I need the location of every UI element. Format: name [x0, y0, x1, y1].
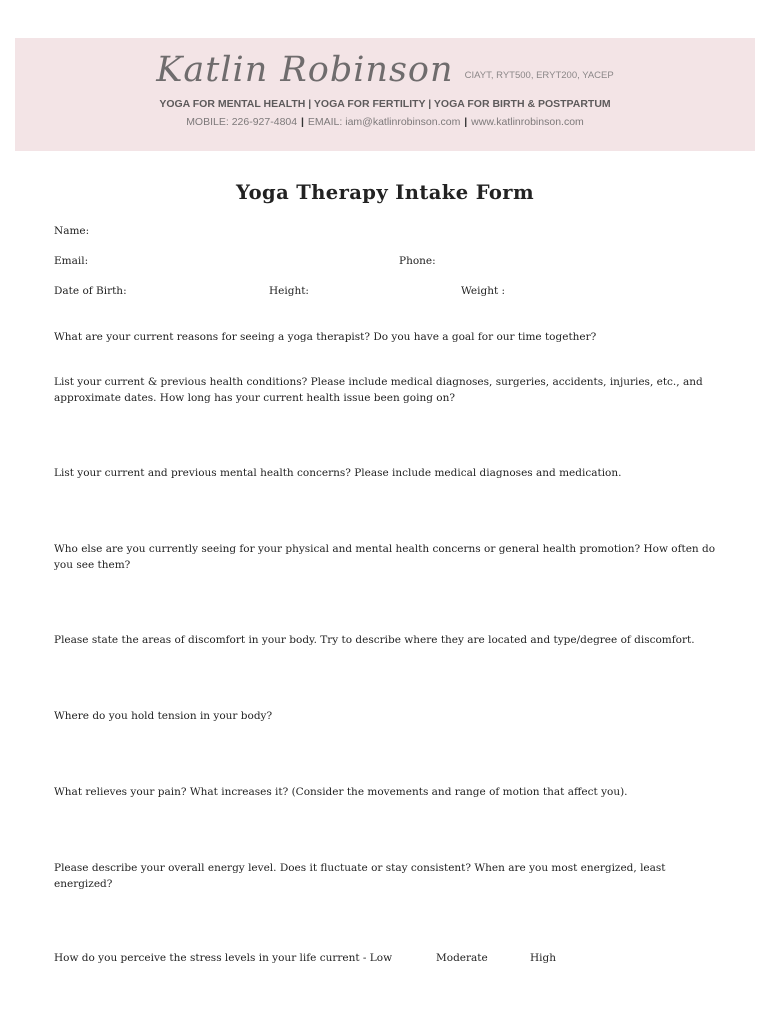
form-title: Yoga Therapy Intake Form: [236, 181, 534, 204]
stress-option-moderate: Moderate: [436, 952, 488, 964]
letterhead-banner: [15, 38, 755, 151]
weight-field-label: Weight :: [461, 285, 506, 297]
contact-website: www.katlinrobinson.com: [471, 116, 584, 128]
question-mental-health: List your current and previous mental health concerns? Please include medical diagnoses and medication.: [54, 467, 622, 479]
name-field-label: Name:: [54, 225, 90, 237]
question-tension: Where do you hold tension in your body?: [54, 710, 273, 722]
height-field-label: Height:: [269, 285, 309, 297]
brand-tagline: YOGA FOR MENTAL HEALTH | YOGA FOR FERTILITY | YOGA FOR BIRTH & POSTPARTUM: [159, 98, 611, 110]
question-health-conditions: List your current & previous health conditions? Please include medical diagnoses, surgeries, accidents, injuries, etc., and approximate dates. How long has your current health issue been going on?: [54, 376, 703, 404]
question-pain: What relieves your pain? What increases it? (Consider the movements and range of motion that affect you).: [54, 786, 628, 798]
question-discomfort: Please state the areas of discomfort in your body. Try to describe where they are located and type/degree of discomfort.: [54, 634, 695, 646]
contact-separator: |: [301, 116, 304, 128]
stress-option-high: High: [530, 952, 556, 964]
dob-field-label: Date of Birth:: [54, 285, 127, 297]
contact-separator: |: [464, 116, 468, 128]
question-reasons: What are your current reasons for seeing a yoga therapist? Do you have a goal for our time together?: [54, 331, 597, 343]
email-field-label: Email:: [54, 255, 89, 267]
question-energy: Please describe your overall energy level. Does it fluctuate or stay consistent? When are you most energized, least energized?: [54, 862, 666, 890]
contact-line: [15, 116, 755, 128]
brand-logo-name: Katlin Robinson: [156, 50, 454, 90]
question-other-providers: Who else are you currently seeing for your physical and mental health concerns or general health promotion? How often do you see them?: [54, 543, 716, 571]
phone-field-label: Phone:: [399, 255, 436, 267]
question-stress: How do you perceive the stress levels in your life current - Low: [54, 952, 393, 964]
brand-credentials: CIAYT, RYT500, ERYT200, YACEP: [464, 70, 614, 81]
contact-email: EMAIL: iam@katlinrobinson.com: [307, 116, 461, 128]
contact-mobile: MOBILE: 226-927-4804: [186, 116, 298, 128]
brand-row: [15, 50, 755, 90]
